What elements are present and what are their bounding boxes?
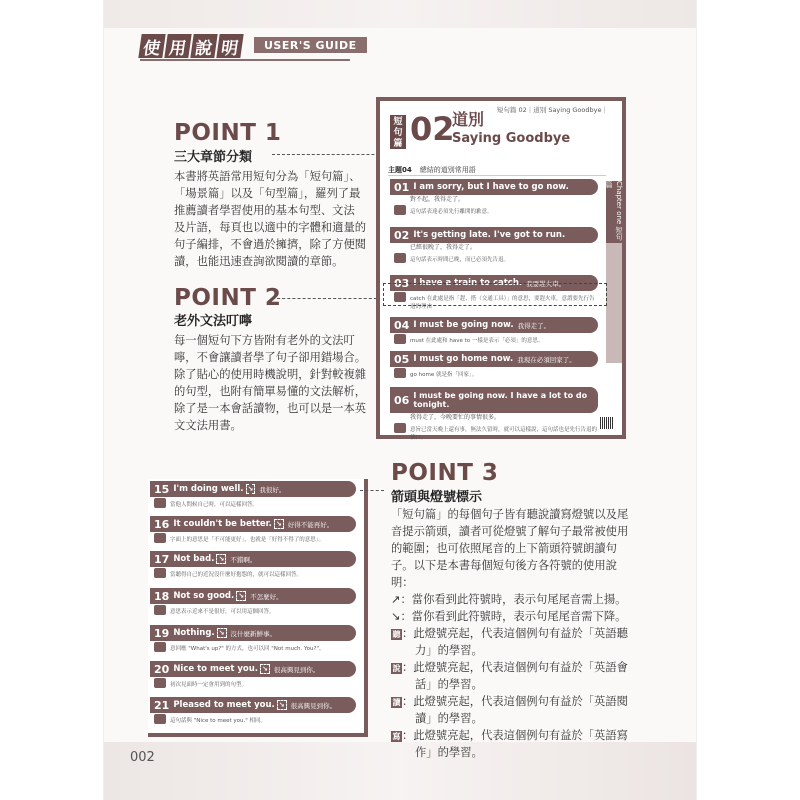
sentence-number: 19 (154, 626, 170, 640)
intonation-down-icon: ↘ (278, 701, 285, 709)
sentence-en: I must go home now. (413, 354, 514, 364)
chapter-tab-bar (606, 243, 622, 363)
point1-subtitle: 三大章節分類 (174, 150, 253, 165)
point2-subtitle: 老外文法叮嚀 (174, 314, 253, 329)
sample-row (390, 227, 598, 264)
sentence-number: 01 (394, 180, 410, 194)
listening-icon: 聽 (392, 630, 401, 639)
sentence-bar (390, 351, 598, 367)
sentence-en: Nothing. (173, 628, 215, 638)
sentence-bar (390, 179, 598, 195)
grammar-note: catch 在此處是指「趕、搭（交通工具）」的意思，要趕火車，意謂要先行告退的理由 (390, 295, 598, 311)
sentence-zh: 好得不能再好。 (287, 520, 334, 529)
intonation-up-icon: ↗ (391, 593, 401, 606)
sentence-en: Not so good. (173, 591, 235, 601)
sentence-number: 06 (394, 393, 410, 407)
sentence-zh: 很高興見到你。 (273, 665, 320, 674)
title-char: 使 (138, 34, 165, 58)
sentence-en: Not bad. (173, 554, 215, 564)
body-line: 的範圍；也可依照尾音的上下箭頭符號朗讀句 (391, 542, 617, 555)
grammar-note: 意思表示近來不是很好，可以用這個回答。 (150, 608, 356, 616)
sample-topic (388, 165, 606, 176)
point3-subtitle: 箭頭與燈號標示 (391, 490, 483, 505)
title-char: 說 (190, 34, 217, 58)
grammar-note: 意回應 "What's up?" 的方式，也可以回 "Not much. You?"。 (150, 645, 356, 653)
legend-text: ：此燈號亮起，代表這個例句有益於「英語聽 (402, 627, 628, 640)
point2-body (174, 332, 374, 434)
sample-title-zh: 道別 (452, 110, 485, 129)
sentence-en: Pleased to meet you. (173, 700, 275, 710)
point3-heading: POINT 3 (391, 460, 499, 486)
sentence-translation: 已經很晚了，我得走了。 (410, 244, 477, 251)
body-line: 的句型，也附有簡單易懂的文法解析， (174, 385, 367, 398)
writing-icon: 寫 (392, 732, 401, 741)
legend-item (391, 727, 641, 744)
legend-item (391, 659, 641, 676)
sample-row (150, 625, 356, 653)
sentence-bar (150, 516, 356, 532)
sentence-zh: 不怎麼好。 (250, 592, 283, 601)
sentence-en: It's getting late. I've got to run. (413, 230, 566, 240)
body-line: 除了是一本會話讀物，也可以是一本英 (174, 402, 367, 415)
sentence-en: I must be going now. I have a lot to do tonight. (413, 391, 588, 409)
body-line: 子。以下是本書每個短句後方各符號的使用說 (391, 559, 617, 572)
sentence-en: Nice to meet you. (173, 664, 259, 674)
sentence-en: It couldn't be better. (173, 519, 272, 529)
sentence-en: I must be going now. (413, 320, 514, 330)
grammar-note: 這句話表示時間已晚，而已必須先告退。 (390, 256, 598, 264)
sentence-zh: 沒什麼新鮮事。 (230, 629, 277, 638)
body-line: 「短句篇」的每個句子皆有聽說讀寫燈號以及尾 (391, 508, 629, 521)
topic-text: 總結的道別常用語 (419, 166, 476, 174)
connector-line (272, 298, 382, 299)
intonation-down-icon: ↘ (262, 665, 268, 673)
intonation-down-icon: ↘ (238, 592, 245, 600)
sample-row (150, 588, 356, 616)
sample-row (150, 697, 356, 725)
intonation-down-icon: ↘ (275, 520, 282, 528)
legend-item (391, 608, 641, 625)
grammar-note: 當聽得自己的近況沒什麼好抱怨的，就可以這樣回答。 (150, 571, 356, 579)
highlight-box (383, 283, 607, 306)
header-rule (140, 59, 350, 61)
top-band (104, 0, 696, 28)
sentence-number: 20 (154, 662, 170, 676)
guide-title (140, 33, 242, 59)
grammar-note: must 在此處和 have to 一樣是表示「必須」的意思。 (390, 337, 598, 345)
sentence-number: 21 (154, 698, 170, 712)
sentence-number: 02 (394, 228, 410, 242)
sentence-zh: 我得走了。 (517, 321, 551, 330)
point1-heading: POINT 1 (174, 120, 282, 146)
sentence-bar (390, 317, 598, 333)
body-line: 推薦讀者學習使用的基本句型、文法 (174, 204, 355, 217)
legend-cont: 話」的學習。 (415, 678, 483, 691)
legend-cont: 讀」的學習。 (415, 712, 483, 725)
sentence-zh: 我現在必須回家了。 (517, 355, 576, 364)
legend-text: ：此燈號亮起，代表這個例句有益於「英語閱 (402, 695, 628, 708)
guide-title-english: USER'S GUIDE (254, 37, 367, 53)
sentence-en: I have a train to catch. (413, 278, 523, 288)
point1-body (174, 168, 374, 270)
chapter-tab: Chapter one 短句篇 (606, 181, 622, 243)
body-line: 明： (391, 576, 414, 589)
sample-row (390, 317, 598, 345)
sample-tag: 短句篇 (390, 115, 406, 149)
intonation-down-icon: ↘ (247, 485, 254, 493)
sentence-number: 04 (394, 318, 410, 332)
legend-text: ：此燈號亮起，代表這個例句有益於「英語會 (402, 661, 628, 674)
sample-row (150, 481, 356, 509)
body-line: 每一個短句下方皆附有老外的文法叮 (174, 334, 355, 347)
sentence-bar (150, 551, 356, 567)
sentence-bar (390, 227, 598, 243)
sample-row (390, 179, 598, 216)
grammar-note: 字面上的意思是「不可能更好」，也就是「好得不得了的意思」。 (150, 536, 356, 544)
sentence-bar (390, 387, 598, 413)
topic-label: 主題04 (388, 166, 412, 174)
grammar-note: 這句話表達必須先行離開的歉意。 (390, 208, 598, 216)
sentence-en: I'm doing well. (173, 484, 244, 494)
sentence-zh: 我很好。 (259, 485, 286, 494)
sample-breadcrumb: 短句篇 02｜道別 Saying Goodbye｜ (496, 106, 608, 114)
sentence-number: 15 (154, 482, 170, 496)
grammar-note: go home 就是指「回家」。 (390, 371, 598, 379)
qr-code-icon (600, 417, 614, 429)
sample-page-right (376, 97, 626, 439)
point3-body (391, 506, 641, 761)
intonation-down-icon: ↘ (391, 610, 401, 623)
intonation-down-icon: ↘ (218, 555, 225, 563)
body-line: 嚀，不會讓讀者學了句子卻用錯場合。 (174, 351, 367, 364)
legend-text: ：當你看到此符號時，表示句尾尾音需上揚。 (400, 593, 627, 606)
title-char: 用 (164, 34, 191, 58)
speaking-icon: 說 (392, 664, 401, 673)
legend-item (391, 591, 641, 608)
sentence-number: 18 (154, 589, 170, 603)
grammar-note: 初次見面時一定會用到的句型。 (150, 681, 356, 689)
body-line: 及片語，每頁也以適中的字體和適量的 (174, 221, 367, 234)
sentence-bar (150, 697, 356, 713)
grammar-note: 當他人問候自己時，可以這樣回答。 (150, 501, 356, 509)
body-line: 除了貼心的使用時機說明，針對較複雜 (174, 368, 367, 381)
grammar-note: 意旨已當天晚上還有事，無法久留時，就可以這樣說，這句話也是先行告退的藉口。 (390, 426, 598, 442)
sample-row (390, 351, 598, 379)
sentence-en: I am sorry, but I have to go now. (413, 182, 569, 192)
page-number: 002 (130, 750, 155, 765)
body-line: 讀，也能迅速查詢欲閱讀的章節。 (174, 255, 344, 268)
sentence-bar (150, 481, 356, 497)
sentence-number: 17 (154, 552, 170, 566)
sample-row (390, 387, 598, 442)
intonation-down-icon: ↘ (218, 629, 225, 637)
reading-icon: 讀 (392, 698, 401, 707)
sentence-bar (150, 661, 356, 677)
legend-text: ：當你看到此符號時，表示句尾尾音需下降。 (400, 610, 627, 623)
sample-title-en: Saying Goodbye (452, 131, 571, 146)
sentence-zh: 很高興見到你。 (290, 701, 337, 710)
sentence-number: 16 (154, 517, 170, 531)
sentence-zh: 我要趕火車。 (526, 279, 566, 288)
sample-row (150, 551, 356, 579)
body-line: 文文法用書。 (174, 419, 242, 432)
body-line: 「場景篇」以及「句型篇」，羅列了最 (174, 187, 361, 200)
sentence-number: 03 (394, 276, 410, 290)
sentence-number: 05 (394, 352, 410, 366)
sample-row (150, 516, 356, 544)
point2-heading: POINT 2 (174, 285, 282, 311)
sentence-bar (150, 625, 356, 641)
grammar-note: 這句話與 "Nice to meet you." 相同。 (150, 717, 356, 725)
sentence-translation: 我得走了，今晚要忙的事情很多。 (410, 414, 501, 421)
sample-row (150, 661, 356, 689)
sentence-bar (150, 588, 356, 604)
legend-item (391, 693, 641, 710)
sentence-zh: 不錯啊。 (230, 555, 257, 564)
title-char: 明 (216, 34, 243, 58)
legend-cont: 作」的學習。 (415, 746, 483, 759)
legend-text: ：此燈號亮起，代表這個例句有益於「英語寫 (402, 729, 628, 742)
legend-item (391, 625, 641, 642)
body-line: 音提示箭頭，讀者可從燈號了解句子最常被使用 (391, 525, 629, 538)
body-line: 句子編排，不會過於擁擠，除了方便閱 (174, 238, 367, 251)
sample-number: 02 (410, 110, 455, 148)
legend-cont: 力」的學習。 (415, 644, 483, 657)
sentence-translation: 對不起，我得走了。 (410, 196, 465, 203)
body-line: 本書將英語常用短句分為「短句篇」、 (174, 170, 361, 183)
connector-line (360, 490, 384, 491)
